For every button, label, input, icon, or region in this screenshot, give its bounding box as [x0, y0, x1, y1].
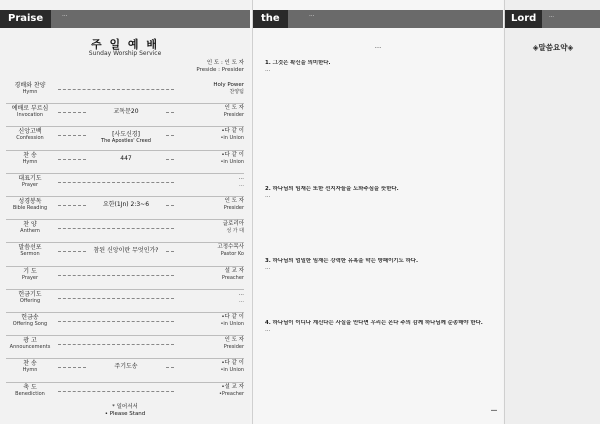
service-subtitle: Sunday Worship Service [88, 50, 162, 57]
worship-item-leader [176, 314, 244, 327]
leader-dashes [58, 228, 174, 229]
worship-leader-ko: 인 도 자 [224, 198, 244, 204]
lord-banner-text: … [549, 13, 554, 19]
sermon-point-1 [265, 60, 497, 142]
leader-dashes [58, 89, 174, 90]
worship-item-ko: 기 도 [23, 267, 37, 275]
worship-item-detail-text: 447 [120, 154, 132, 162]
leader-dashes [58, 367, 86, 368]
sermon-point-2-body: … [265, 193, 271, 200]
worship-leader-ko: 글로리아 [222, 221, 244, 228]
worship-leader-ko: 고정수목사 [217, 244, 244, 251]
worship-leader-en: Pastor Ko [220, 251, 244, 258]
worship-leader-ko: 설 교 자 [224, 267, 244, 274]
worship-item-detail [88, 108, 164, 115]
row-separator [6, 335, 244, 336]
worship-item-en: Prayer [21, 274, 39, 281]
leader-dashes [58, 251, 86, 252]
worship-item-leader [176, 291, 244, 304]
sermon-summary-heading: ◈말씀요약◈ [532, 43, 574, 52]
worship-item-ko: 헌금기도 [18, 290, 42, 298]
worship-leader-en: •in Union [220, 158, 244, 165]
sermon-point-4 [265, 320, 497, 402]
worship-leader-en: Presider [223, 205, 244, 211]
worship-item-label [6, 314, 54, 327]
leader-dashes [58, 205, 86, 206]
worship-item-ko: 헌금송 [21, 314, 39, 321]
worship-item-leader [176, 152, 244, 165]
worship-item-detail [88, 201, 164, 208]
worship-leader-ko: … [238, 290, 244, 297]
worship-item-leader [176, 198, 244, 211]
worship-item-en: Announcements [9, 344, 51, 351]
leader-dashes [58, 182, 174, 183]
worship-item-ko: 축 도 [23, 383, 37, 391]
worship-item-leader [176, 82, 244, 95]
sermon-point-3-head: 3. 하나님의 엄밀한 임재는 강력한 유혹을 막는 방패이기도 하다. [265, 258, 419, 264]
worship-item-en: Confession [16, 135, 44, 142]
worship-leader-ko: •다 같 이 [221, 151, 244, 158]
worship-leader-en: 찬양팀 [229, 89, 244, 95]
leader-dashes [166, 251, 174, 252]
sermon-point-2-head: 2. 하나님의 임재는 또한 선지자들을 도와주심을 뜻한다. [265, 186, 399, 192]
worship-leader-ko: •다 같 이 [221, 314, 244, 320]
leader-dashes [58, 391, 174, 392]
stand-note [0, 404, 250, 418]
stand-note-ko: * 일어서서 [112, 404, 138, 410]
praise-banner [0, 10, 250, 28]
worship-item-leader [176, 221, 244, 234]
worship-item-ko: 성경봉독 [18, 198, 42, 205]
leader-dashes [58, 298, 174, 299]
worship-item-en: Invocation [16, 112, 44, 119]
lord-tag: Lord [505, 10, 542, 28]
worship-leader-ko: •다 같 이 [221, 360, 244, 367]
worship-item-en: Sermon [20, 251, 40, 258]
worship-item-label [6, 221, 54, 234]
sermon-point-1-head: 1. 그것은 확신을 의미한다. [265, 60, 331, 66]
sermon-point-1-body: … [265, 67, 271, 74]
worship-item-ko: 찬 송 [23, 151, 37, 159]
worship-item-en: Prayer [21, 181, 39, 188]
worship-leader-ko: 인 도 자 [224, 337, 244, 344]
leader-dashes [58, 135, 86, 136]
order-of-worship-page [0, 0, 250, 424]
worship-leader-en: Presider [223, 112, 244, 119]
worship-leader-en: 성 가 대 [226, 228, 244, 235]
sermon-heading: … [374, 42, 382, 50]
stand-note-en: • Please Stand [104, 411, 146, 417]
row-separator [6, 173, 244, 174]
the-tag: the [253, 10, 288, 28]
worship-item-detail-sub: The Apostles' Creed [101, 138, 151, 145]
worship-item-label [6, 384, 54, 397]
worship-item-leader [176, 244, 244, 257]
worship-item-ko: 찬 양 [23, 221, 37, 229]
row-separator [6, 150, 244, 151]
worship-leader-en: … [239, 181, 244, 188]
worship-item-label [6, 152, 54, 165]
worship-item-detail [88, 247, 164, 254]
row-separator [6, 196, 244, 197]
worship-item-en: Benediction [15, 390, 45, 397]
worship-item-en: Anthem [20, 228, 40, 235]
worship-item-en: Offering [19, 297, 41, 304]
sermon-summary-page [504, 0, 600, 424]
sermon-point-4-body: … [265, 327, 271, 334]
worship-item-ko: 경배와 찬양 [14, 82, 46, 89]
worship-item-label [6, 360, 54, 373]
worship-item-leader [176, 268, 244, 281]
leader-dashes [58, 159, 86, 160]
presider-ko: 인 도 : 인 도 자 [206, 60, 244, 66]
the-banner [253, 10, 503, 28]
worship-item-en: Hymn [22, 367, 38, 374]
leader-dashes [58, 275, 174, 276]
leader-dashes [166, 112, 174, 113]
sermon-text-page [252, 0, 503, 424]
worship-leader-ko: … [238, 174, 244, 181]
praise-banner-text: … [62, 12, 68, 18]
sermon-signature: … [491, 406, 497, 413]
worship-item-en: Hymn [22, 158, 38, 165]
worship-leader-en: Preacher [221, 274, 244, 281]
worship-item-label [6, 291, 54, 304]
worship-item-ko: 말씀선포 [18, 244, 42, 252]
sermon-point-3-body: … [265, 265, 271, 272]
leader-dashes [58, 321, 174, 322]
worship-item-detail-text: 요한(1Jn) 2:3~6 [102, 201, 150, 208]
leader-dashes [166, 367, 174, 368]
worship-item-leader [176, 128, 244, 141]
worship-item-label [6, 268, 54, 281]
worship-item-leader [176, 105, 244, 118]
the-banner-text: … [309, 12, 315, 18]
row-separator [6, 266, 244, 267]
presider-en: Preside : Presider [196, 67, 244, 73]
worship-item-en: Hymn [22, 89, 38, 95]
row-separator [6, 219, 244, 220]
row-separator [6, 358, 244, 359]
praise-tag: Praise [0, 10, 51, 28]
worship-item-detail-text: [사도신경] [112, 131, 140, 139]
worship-leader-ko: •설 교 자 [221, 383, 244, 390]
sermon-point-2 [265, 186, 497, 244]
worship-item-ko: 광 고 [23, 337, 37, 345]
worship-item-ko: 예배로 부르심 [11, 105, 49, 113]
worship-leader-en: •in Union [220, 367, 244, 374]
row-separator [6, 289, 244, 290]
leader-dashes [166, 135, 174, 136]
leader-dashes [58, 112, 86, 113]
worship-leader-en: •in Union [220, 321, 244, 327]
worship-item-leader [176, 175, 244, 188]
worship-item-label [6, 198, 54, 211]
worship-item-ko: 대표기도 [18, 174, 42, 182]
worship-leader-en: •Preacher [218, 390, 244, 397]
worship-item-ko: 찬 송 [23, 360, 37, 368]
worship-leader-en: Presider [223, 344, 244, 351]
worship-item-en: Bible Reading [12, 205, 48, 211]
worship-item-detail [88, 155, 164, 162]
leader-dashes [58, 344, 174, 345]
worship-item-label [6, 244, 54, 257]
worship-item-label [6, 128, 54, 141]
presider-line [150, 60, 244, 74]
worship-item-ko: 신앙고백 [18, 128, 42, 136]
worship-leader-en: … [239, 297, 244, 304]
worship-item-detail [88, 131, 164, 145]
lord-banner [505, 10, 600, 28]
worship-item-label [6, 175, 54, 188]
leader-dashes [166, 159, 174, 160]
worship-item-detail-text: 교독문20 [113, 108, 139, 116]
worship-leader-ko: 인 도 자 [224, 105, 244, 112]
worship-item-detail-text: 주기도송 [114, 363, 138, 371]
sermon-point-3 [265, 258, 497, 310]
worship-leader-ko: •다 같 이 [221, 128, 244, 135]
worship-leader-ko: Holy Power [213, 82, 244, 88]
leader-dashes [166, 205, 174, 206]
worship-item-label [6, 82, 54, 95]
worship-item-leader [176, 384, 244, 397]
worship-leader-en: •in Union [220, 135, 244, 142]
service-title: 주 일 예 배 [91, 38, 159, 51]
worship-item-leader [176, 360, 244, 373]
worship-item-detail-text: 참된 신앙이란 무엇인가? [93, 247, 159, 255]
row-separator [6, 312, 244, 313]
worship-item-detail [88, 363, 164, 370]
row-separator [6, 382, 244, 383]
worship-item-label [6, 337, 54, 350]
worship-item-label [6, 105, 54, 118]
worship-item-en: Offering Song [12, 321, 48, 327]
worship-item-leader [176, 337, 244, 350]
sermon-point-4-head: 4. 하나님이 이디나 계신다는 사실을 안다면 우리는 온다 주의 감께 하나님께 순종해야 한다. [265, 320, 483, 326]
